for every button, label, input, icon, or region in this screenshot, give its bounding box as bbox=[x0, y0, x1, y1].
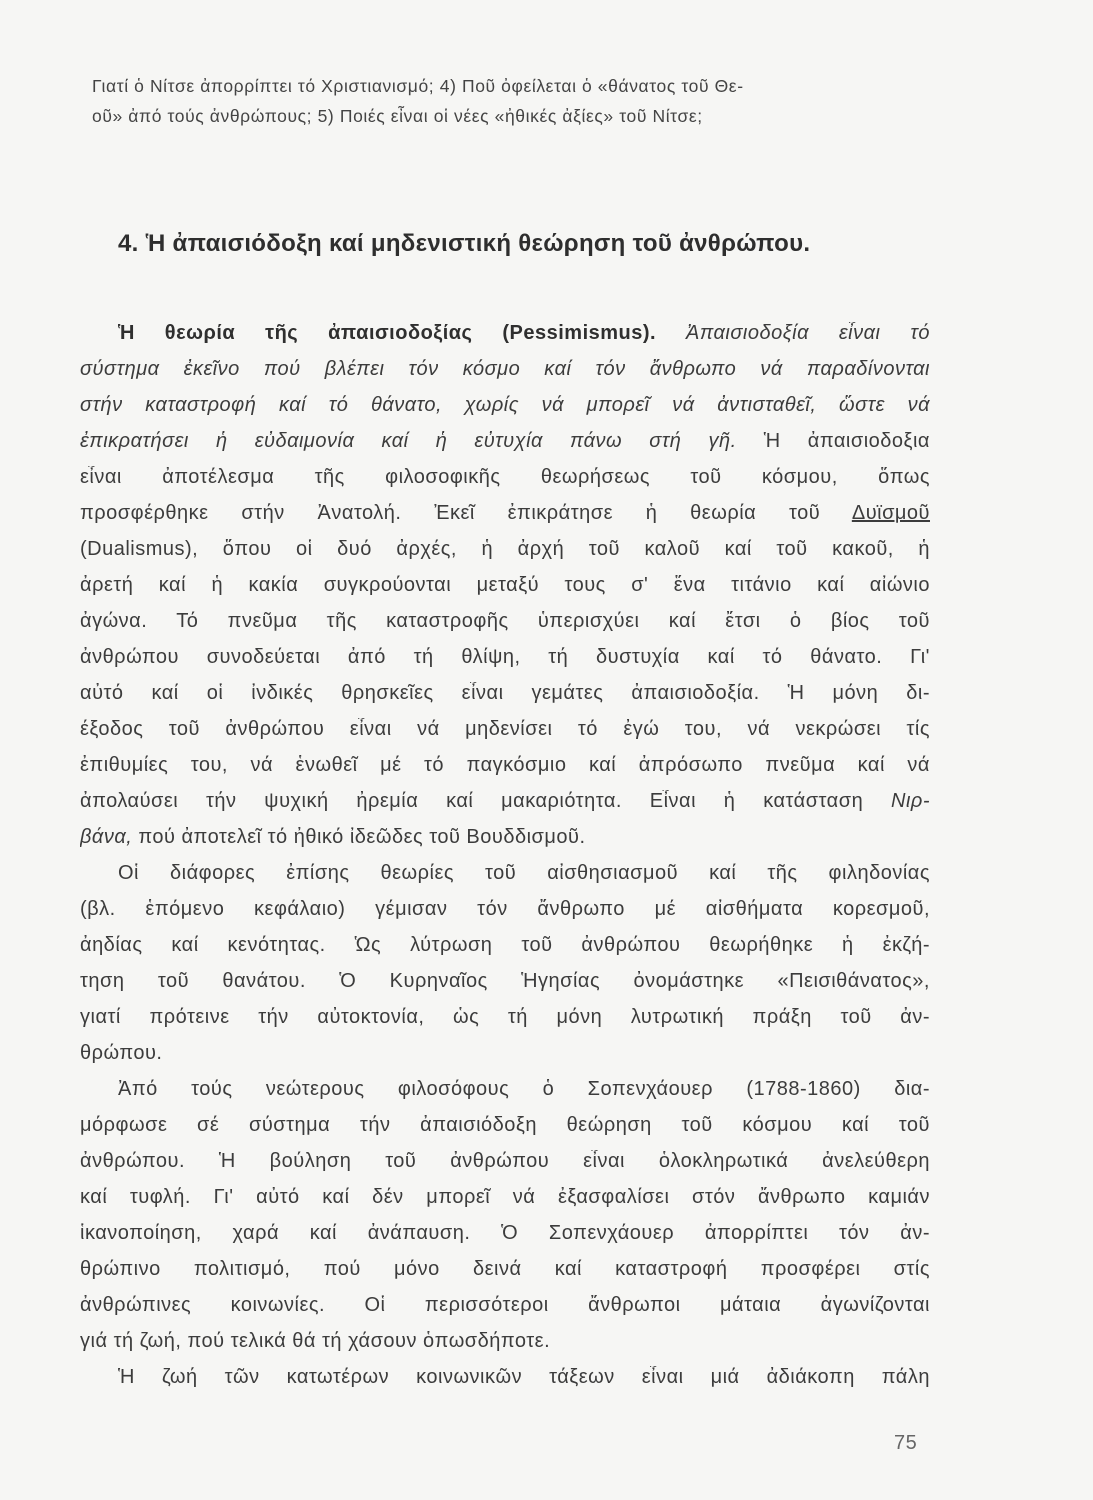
section-heading: 4. Ἡ ἀπαισιόδοξη καί μηδενιστική θεώρηση τοῦ ἀνθρώπου. bbox=[118, 230, 811, 257]
paragraph-1-line-11: αὐτό καί οἱ ἰνδικές θρησκεῖες εἶναι γεμάτες ἀπαισιοδοξία. Ἡ μόνη δι- bbox=[80, 682, 930, 704]
paragraph-1-line-13: ἐπιθυμίες του, νά ἑνωθεῖ μέ τό παγκόσμιο καί ἀπρόσωπο πνεῦμα καί νά bbox=[80, 754, 930, 776]
paragraph-1-line-7: (Dualismus), ὅπου οἱ δυό ἀρχές, ἡ ἀρχή τοῦ καλοῦ καί τοῦ κακοῦ, ἡ bbox=[80, 538, 930, 560]
paragraph-1-line-1 bbox=[118, 322, 930, 345]
nirvana-part-2: βάνα, bbox=[80, 826, 133, 848]
paragraph-3-line-5: ἱκανοποίηση, χαρά καί ἀνάπαυση. Ὁ Σοπενχάουερ ἀπορρίπτει τόν ἀν- bbox=[80, 1222, 930, 1244]
paragraph-3-line-2: μόρφωσε σέ σύστημα τήν ἀπαισιόδοξη θεώρηση τοῦ κόσμου καί τοῦ bbox=[80, 1114, 930, 1136]
paragraph-1-line-5: εἶναι ἀποτέλεσμα τῆς φιλοσοφικῆς θεωρήσεως τοῦ κόσμου, ὅπως bbox=[80, 466, 930, 488]
intro-line-1: Γιατί ὁ Νίτσε ἀπορρίπτει τό Χριστιανισμό; 4) Ποῦ ὀφείλεται ὁ «θάνατος τοῦ Θε- bbox=[92, 76, 744, 96]
paragraph-3-line-8: γιά τή ζωή, πού τελικά θά τή χάσουν ὁπωσδήποτε. bbox=[80, 1330, 551, 1352]
paragraph-2-line-2: (βλ. ἑπόμενο κεφάλαιο) γέμισαν τόν ἄνθρωπο μέ αἰσθήματα κορεσμοῦ, bbox=[80, 898, 930, 920]
paragraph-2-line-1: Οἱ διάφορες ἐπίσης θεωρίες τοῦ αἰσθησιασμοῦ καί τῆς φιληδονίας bbox=[118, 862, 930, 884]
paragraph-3-line-1: Ἀπό τούς νεώτερους φιλοσόφους ὁ Σοπενχάουερ (1788-1860) δια- bbox=[118, 1078, 930, 1100]
paragraph-1-line-14 bbox=[80, 790, 930, 813]
paragraph-1-line-8: ἀρετή καί ἡ κακία συγκρούονται μεταξύ τους σ' ἕνα τιτάνιο καί αἰώνιο bbox=[80, 574, 930, 596]
page-number: 75 bbox=[894, 1432, 918, 1454]
paragraph-1-line-6 bbox=[80, 502, 930, 525]
nirvana-part-1: Νιρ- bbox=[891, 790, 930, 812]
paragraph-2-line-3: ἀηδίας καί κενότητας. Ὡς λύτρωση τοῦ ἀνθρώπου θεωρήθηκε ἡ ἐκζή- bbox=[80, 934, 930, 956]
paragraph-1-line-9: ἀγώνα. Τό πνεῦμα τῆς καταστροφῆς ὑπερισχύει καί ἔτσι ὁ βίος τοῦ bbox=[80, 610, 930, 632]
lead-italic: Ἀπαισιοδοξία εἶναι τό bbox=[686, 322, 930, 344]
paragraph-1-line-2: σύστημα ἐκεῖνο πού βλέπει τόν κόσμο καί τόν ἄνθρωπο νά παραδίνονται bbox=[80, 358, 930, 380]
paragraph-2-line-4: τηση τοῦ θανάτου. Ὁ Κυρηναῖος Ἡγησίας ὀνομάστηκε «Πεισιθάνατος», bbox=[80, 970, 930, 992]
line-4-rest: Ἡ ἀπαισιοδοξια bbox=[763, 430, 930, 452]
paragraph-1-line-12: έξοδος τοῦ ἀνθρώπου εἶναι νά μηδενίσει τό ἐγώ του, νά νεκρώσει τίς bbox=[80, 718, 930, 740]
paragraph-1-line-10: ἀνθρώπου συνοδεύεται ἀπό τή θλίψη, τή δυστυχία καί τό θάνατο. Γι' bbox=[80, 646, 930, 668]
paragraph-1-line-4 bbox=[80, 430, 930, 453]
line-15-text: πού ἀποτελεῖ τό ἠθικό ἰδεῶδες τοῦ Βουδδισμοῦ. bbox=[138, 826, 586, 848]
paragraph-1-line-15 bbox=[80, 826, 930, 849]
line-6-text: προσφέρθηκε στήν Ἀνατολή. Ἐκεῖ ἐπικράτησε ἡ θεωρία τοῦ bbox=[80, 502, 821, 524]
paragraph-2-line-5: γιατί πρότεινε τήν αὐτοκτονία, ὡς τή μόνη λυτρωτική πράξη τοῦ ἀν- bbox=[80, 1006, 930, 1028]
paragraph-4-line-1: Ἡ ζωή τῶν κατωτέρων κοινωνικῶν τάξεων εἶναι μιά ἀδιάκοπη πάλη bbox=[118, 1366, 930, 1388]
line-14-text: ἀπολαύσει τήν ψυχική ἠρεμία καί μακαριότητα. Εἶναι ἡ κατάσταση bbox=[80, 790, 864, 812]
paragraph-3-line-4: καί τυφλή. Γι' αὐτό καί δέν μπορεῖ νά ἐξασφαλίσει στόν ἄνθρωπο καμιάν bbox=[80, 1186, 930, 1208]
line-4-italic: ἐπικρατήσει ἡ εὐδαιμονία καί ἡ εὐτυχία πάνω στή γῆ. bbox=[80, 430, 737, 452]
intro-line-2: οῦ» ἀπό τούς ἀνθρώπους; 5) Ποιές εἶναι οἱ νέες «ἠθικές ἀξίες» τοῦ Νίτσε; bbox=[92, 106, 703, 126]
paragraph-2-line-6: θρώπου. bbox=[80, 1042, 163, 1064]
lead-term: Ἡ θεωρία τῆς ἀπαισιοδοξίας (Pessimismus). bbox=[118, 322, 657, 344]
paragraph-3-line-7: ἀνθρώπινες κοινωνίες. Οἱ περισσότεροι ἄνθρωποι μάταια ἀγωνίζονται bbox=[80, 1294, 930, 1316]
paragraph-3-line-3: ἀνθρώπου. Ἡ βούληση τοῦ ἀνθρώπου εἶναι ὁλοκληρωτικά ἀνελεύθερη bbox=[80, 1150, 930, 1172]
paragraph-3-line-6: θρώπινο πολιτισμό, πού μόνο δεινά καί καταστροφή προσφέρει στίς bbox=[80, 1258, 930, 1280]
paragraph-1-line-3: στήν καταστροφή καί τό θάνατο, χωρίς νά μπορεῖ νά ἀντισταθεῖ, ὥστε νά bbox=[80, 394, 930, 416]
dualism-term: Δυϊσμοῦ bbox=[851, 502, 930, 524]
